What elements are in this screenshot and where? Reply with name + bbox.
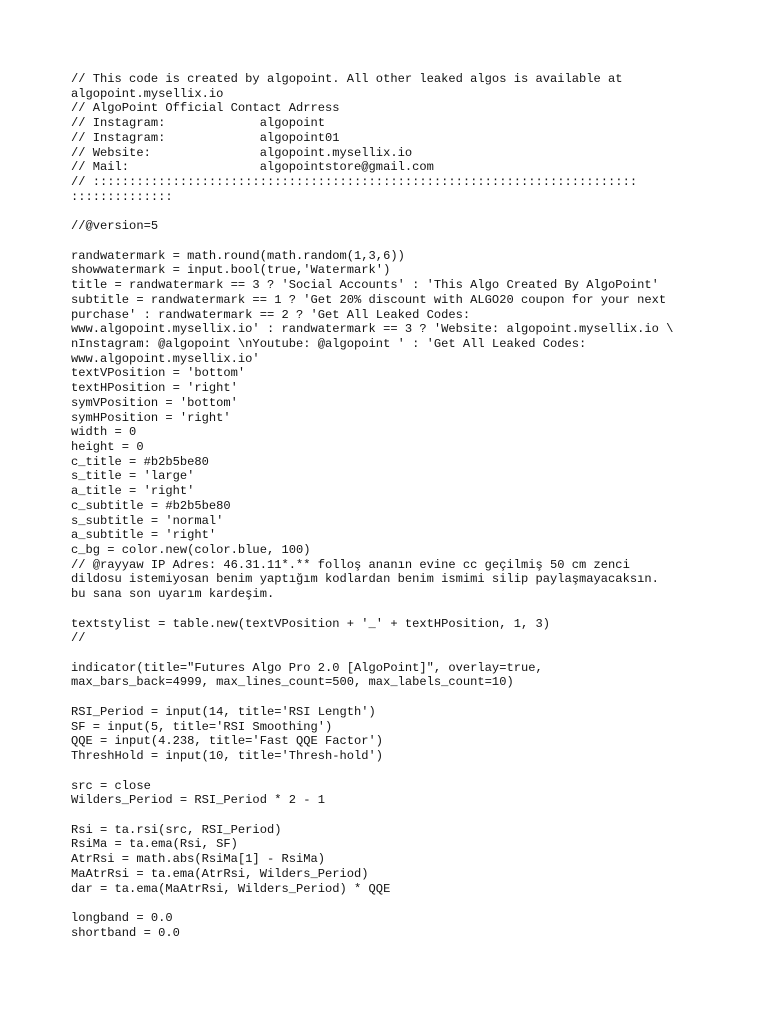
code-line: title = randwatermark == 3 ? 'Social Accounts' : 'This Algo Created By AlgoPoint' — [71, 278, 659, 293]
code-line: www.algopoint.mysellix.io' : randwatermark == 3 ? 'Website: algopoint.mysellix.io \ — [71, 322, 674, 337]
code-line: textstylist = table.new(textVPosition + '_' + textHPosition, 1, 3) — [71, 616, 550, 631]
code-line: height = 0 — [71, 439, 144, 454]
code-line: longband = 0.0 — [71, 910, 173, 925]
code-line: bu sana son uyarım kardeşim. — [71, 587, 275, 602]
code-line: // This code is created by algopoint. All other leaked algos is available at — [71, 72, 623, 86]
blank-line — [71, 690, 711, 705]
code-line: dar = ta.ema(MaAtrRsi, Wilders_Period) * QQE — [71, 881, 391, 896]
code-line: // Mail: algopointstore@gmail.com — [71, 160, 434, 175]
code-line: c_bg = color.new(color.blue, 100) — [71, 543, 311, 557]
code-line: // Website: algopoint.mysellix.io — [71, 145, 413, 160]
code-line: max_bars_back=4999, max_lines_count=500, max_labels_count=10) — [71, 675, 514, 690]
code-line: s_subtitle = 'normal' — [71, 513, 224, 528]
code-line: subtitle = randwatermark == 1 ? 'Get 20% discount with ALGO20 coupon for your next — [71, 292, 667, 307]
code-line: ThreshHold = input(10, title='Thresh-hold') — [71, 749, 384, 764]
code-line: Rsi = ta.rsi(src, RSI_Period) — [71, 822, 282, 837]
code-line: algopoint.mysellix.io — [71, 86, 224, 101]
code-line: www.algopoint.mysellix.io' — [71, 351, 260, 366]
code-line: // ::::::::::::::::::::::::::::::::::::::::::::::::::::::::::::::::::::::::::: — [71, 175, 638, 190]
code-line: :::::::::::::: — [71, 189, 173, 204]
code-line: SF = input(5, title='RSI Smoothing') — [71, 719, 333, 734]
code-line: QQE = input(4.238, title='Fast QQE Factor') — [71, 734, 384, 749]
code-line: Wilders_Period = RSI_Period * 2 - 1 — [71, 793, 326, 808]
code-line: textVPosition = 'bottom' — [71, 366, 246, 381]
code-line: textHPosition = 'right' — [71, 381, 238, 396]
code-line: //@version=5 — [71, 219, 159, 234]
code-line: RSI_Period = input(14, title='RSI Length') — [71, 704, 376, 719]
code-line: a_title = 'right' — [71, 484, 195, 499]
blank-line — [71, 204, 711, 219]
code-line: src = close — [71, 778, 151, 793]
code-line: randwatermark = math.round(math.random(1,3,6)) — [71, 248, 405, 263]
blank-line — [71, 646, 711, 661]
code-line: // — [71, 631, 86, 646]
code-line: RsiMa = ta.ema(Rsi, SF) — [71, 837, 238, 852]
code-line: c_title = #b2b5be80 — [71, 454, 209, 469]
blank-line — [71, 234, 711, 249]
code-line: s_title = 'large' — [71, 469, 195, 484]
blank-line — [71, 602, 711, 617]
code-line: nInstagram: @algopoint \nYoutube: @algopoint ' : 'Get All Leaked Codes: — [71, 336, 587, 351]
code-document — [71, 72, 711, 940]
code-line: dildosu istemiyosan benim yaptığım kodlardan benim ismimi silip paylaşmayacaksın. — [71, 572, 659, 587]
code-line: width = 0 — [71, 425, 137, 440]
code-line: purchase' : randwatermark == 2 ? 'Get All Leaked Codes: — [71, 307, 471, 322]
code-line: indicator(title="Futures Algo Pro 2.0 [AlgoPoint]", overlay=true, — [71, 660, 543, 675]
code-line: showwatermark = input.bool(true,'Watermark') — [71, 263, 391, 278]
code-line: symVPosition = 'bottom' — [71, 395, 238, 410]
code-line: symHPosition = 'right' — [71, 410, 231, 425]
code-line: // AlgoPoint Official Contact Adrress — [71, 101, 340, 116]
blank-line — [71, 808, 711, 823]
code-line: // Instagram: algopoint — [71, 116, 326, 131]
code-line: AtrRsi = math.abs(RsiMa[1] - RsiMa) — [71, 852, 326, 867]
code-line: MaAtrRsi = ta.ema(AtrRsi, Wilders_Period) — [71, 866, 369, 881]
blank-line — [71, 764, 711, 779]
code-line: // @rayyaw IP Adres: 46.31.11*.** folloş ananın evine cc geçilmiş 50 cm zenci — [71, 557, 630, 572]
code-line: // Instagram: algopoint01 — [71, 130, 340, 145]
code-line: c_subtitle = #b2b5be80 — [71, 498, 231, 513]
code-line: a_subtitle = 'right' — [71, 528, 217, 543]
code-line: shortband = 0.0 — [71, 925, 180, 940]
blank-line — [71, 896, 711, 911]
